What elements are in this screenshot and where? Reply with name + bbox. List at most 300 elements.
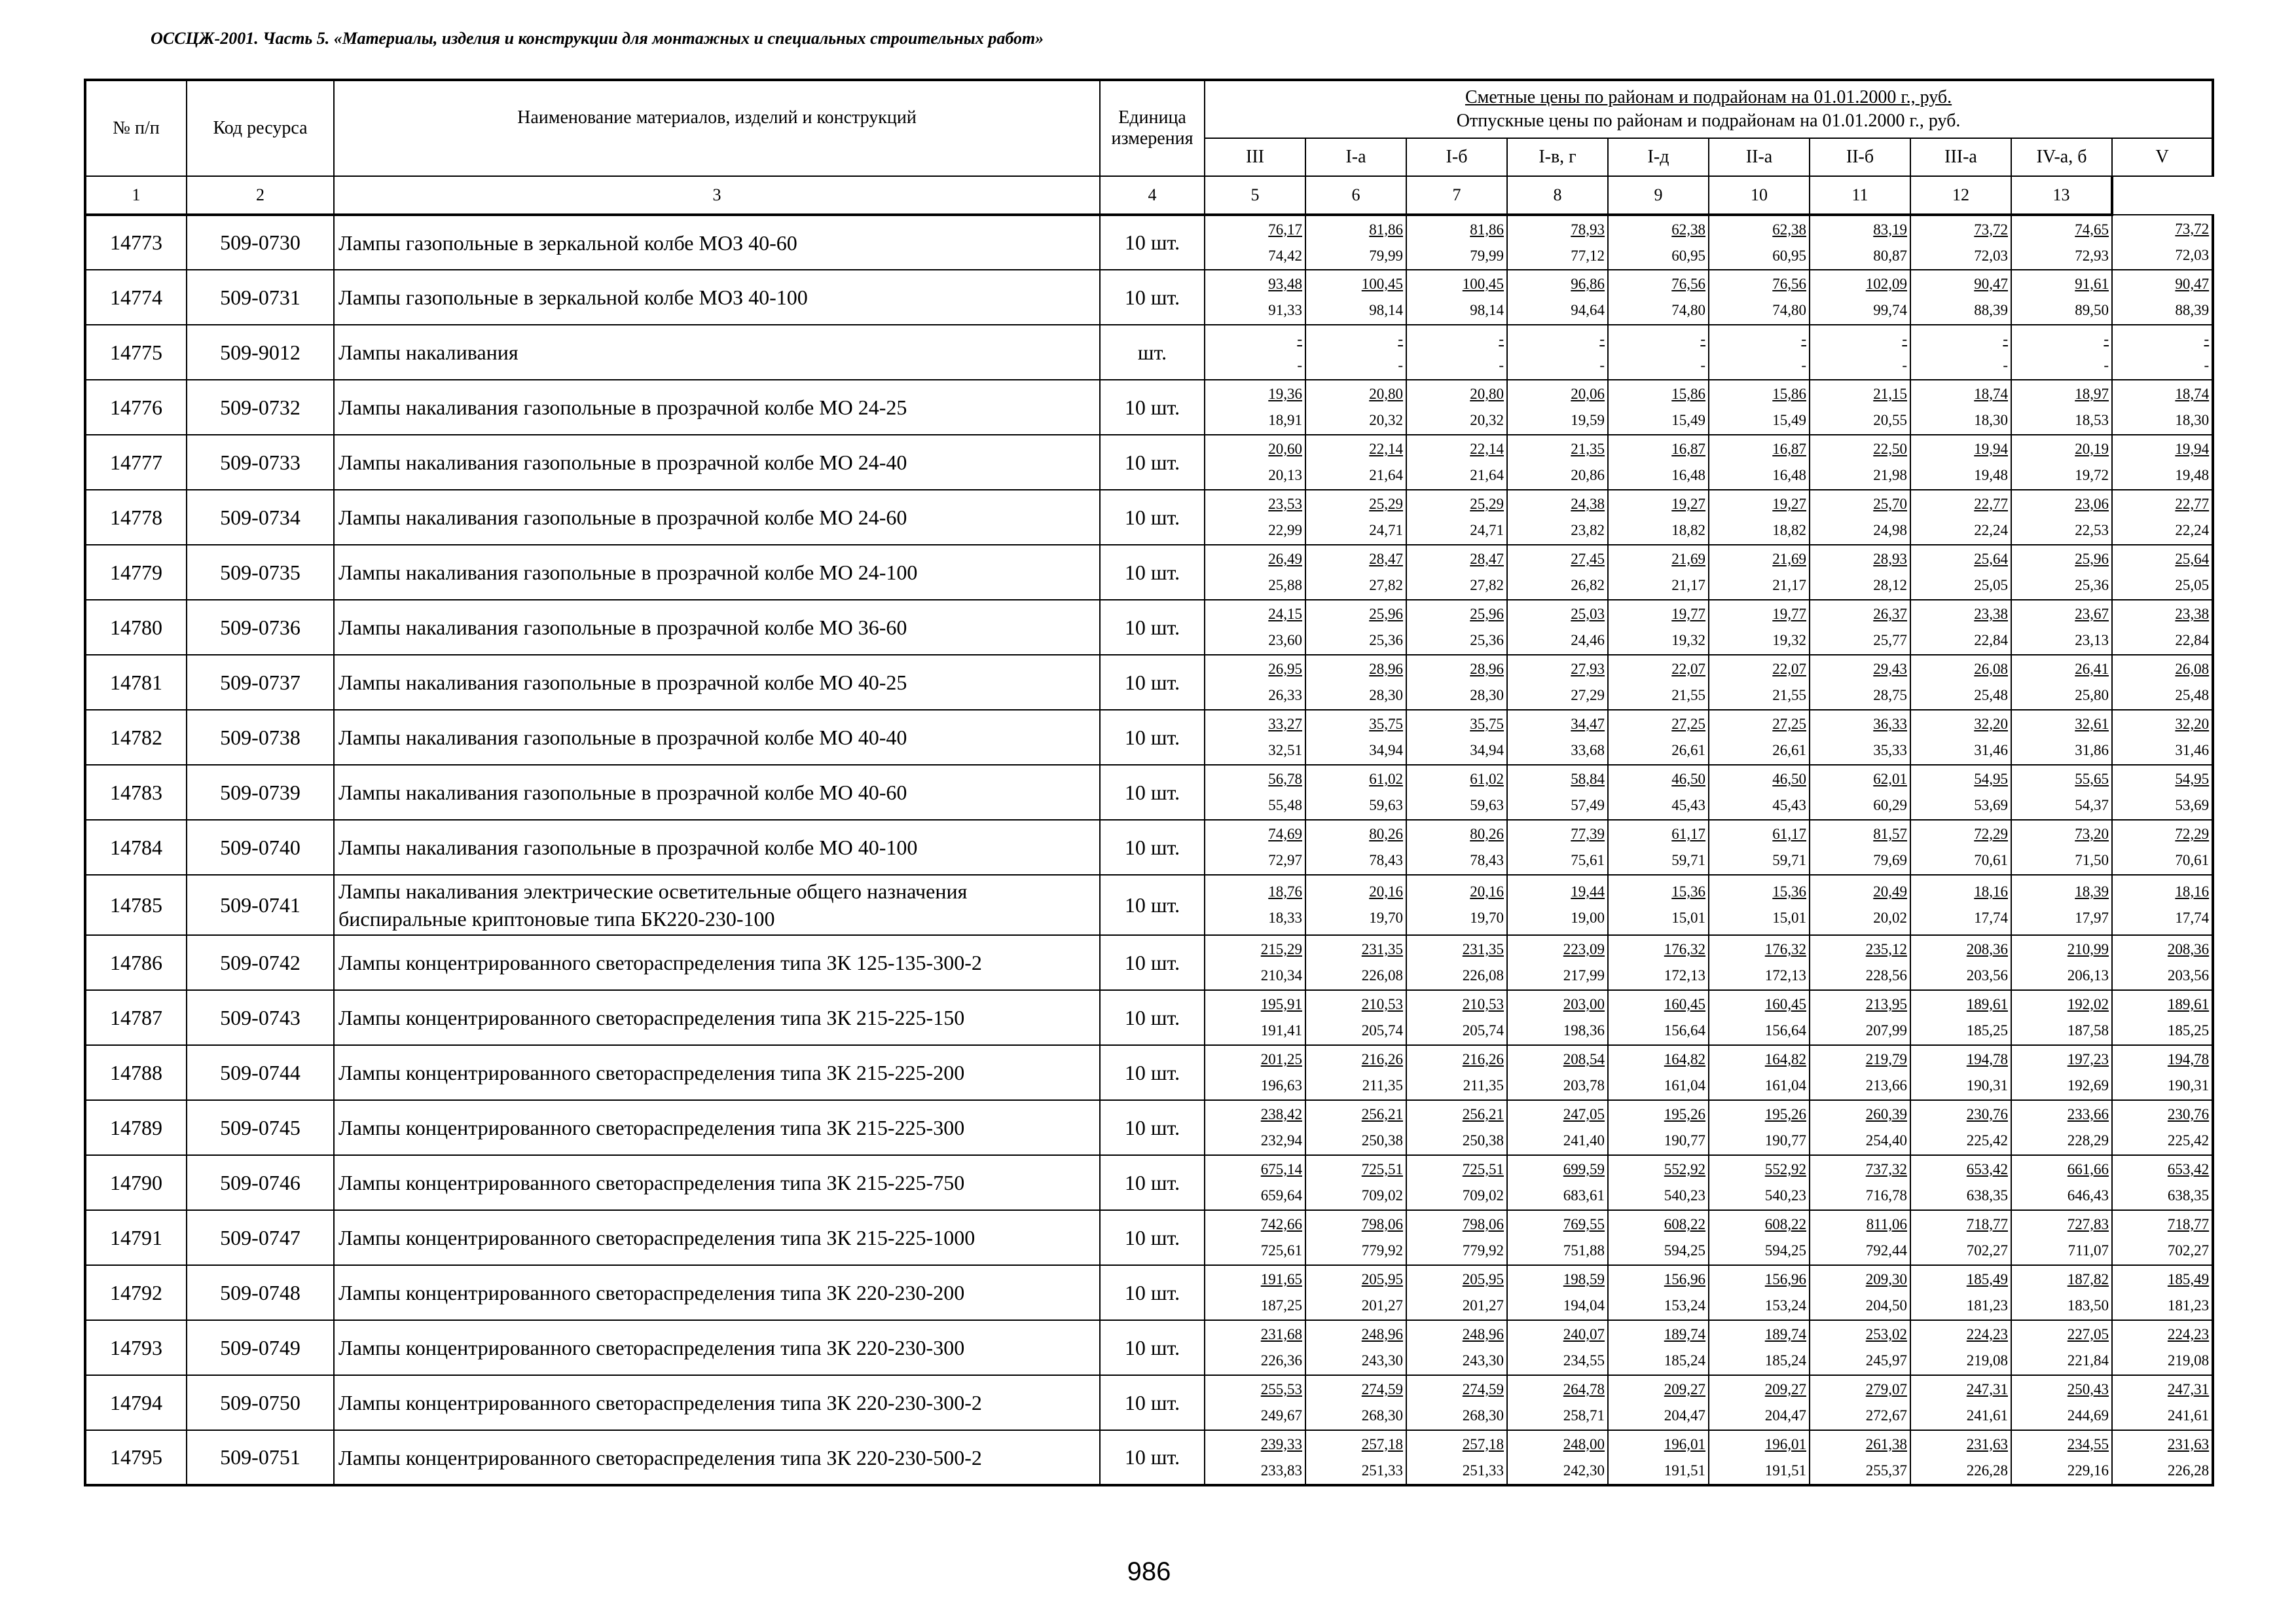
estimated-price: 661,66 <box>2067 1161 2109 1177</box>
price-cell <box>1910 490 2011 545</box>
price-cell <box>2011 875 2112 935</box>
resource-code: 509-0750 <box>187 1375 334 1430</box>
release-price: 232,94 <box>1260 1132 1302 1149</box>
column-number: 7 <box>1406 176 1507 215</box>
release-price: 18,33 <box>1268 910 1302 926</box>
estimated-price: 205,95 <box>1462 1271 1504 1287</box>
material-name: Лампы концентрированного светораспределения типа ЗК 215-225-1000 <box>334 1210 1100 1265</box>
price-cell <box>1709 1265 1810 1320</box>
estimated-price: 185,49 <box>1966 1271 2008 1287</box>
estimated-price: 22,50 <box>1873 441 1907 457</box>
price-cell <box>1305 990 1406 1045</box>
estimated-price: 230,76 <box>2167 1106 2210 1122</box>
estimated-price: 699,59 <box>1563 1161 1605 1177</box>
estimated-price: 194,78 <box>1966 1051 2008 1067</box>
release-price: - <box>1297 357 1302 373</box>
price-cell <box>2011 325 2112 380</box>
release-price: 20,86 <box>1571 467 1605 483</box>
release-price: 190,31 <box>2167 1077 2210 1094</box>
release-price: 185,24 <box>1664 1352 1705 1369</box>
price-cell <box>1810 1210 1910 1265</box>
estimated-price: 93,48 <box>1268 276 1302 292</box>
price-cell <box>1810 1430 1910 1485</box>
price-cell <box>1810 655 1910 710</box>
estimated-price: 195,26 <box>1764 1106 1806 1122</box>
estimated-price: 769,55 <box>1563 1216 1605 1232</box>
resource-code: 509-0739 <box>187 765 334 820</box>
table-row <box>85 935 2213 990</box>
release-price: 156,64 <box>1764 1022 1806 1039</box>
page-number: 986 <box>1127 1557 1171 1586</box>
release-price: 79,99 <box>1369 247 1403 264</box>
estimated-price: - <box>1700 331 1705 347</box>
release-price: 19,00 <box>1571 910 1605 926</box>
price-cell <box>1608 1100 1709 1155</box>
price-cell <box>1910 1155 2011 1210</box>
table-row <box>85 215 2213 270</box>
price-cell <box>2011 935 2112 990</box>
unit-of-measure: 10 шт. <box>1100 545 1205 600</box>
release-price: 192,69 <box>2067 1077 2109 1094</box>
estimated-price: 189,61 <box>1966 996 2008 1012</box>
release-price: 25,36 <box>1470 632 1504 648</box>
price-cell <box>1507 1430 1608 1485</box>
price-cell <box>1205 325 1305 380</box>
estimated-price: 20,80 <box>1369 386 1403 402</box>
release-price: 161,04 <box>1764 1077 1806 1094</box>
price-cell <box>1709 655 1810 710</box>
release-price: 187,25 <box>1260 1297 1302 1314</box>
region-header: I-д <box>1608 138 1709 176</box>
release-price: 26,33 <box>1268 687 1302 703</box>
estimated-price: 164,82 <box>1664 1051 1705 1067</box>
estimated-price: 185,49 <box>2167 1271 2210 1287</box>
price-cell <box>2112 435 2213 490</box>
estimated-price: 233,66 <box>2067 1106 2109 1122</box>
price-cell <box>1205 655 1305 710</box>
release-price: - <box>1801 357 1806 373</box>
col-header-num: № п/п <box>85 80 187 176</box>
price-cell <box>1406 935 1507 990</box>
row-number: 14774 <box>85 270 187 325</box>
price-cell <box>1810 990 1910 1045</box>
price-cell <box>1205 1320 1305 1375</box>
resource-code: 509-0731 <box>187 270 334 325</box>
price-cell <box>1406 1375 1507 1430</box>
unit-of-measure: 10 шт. <box>1100 490 1205 545</box>
release-price: 54,37 <box>2075 797 2109 813</box>
estimated-price: 160,45 <box>1664 996 1705 1012</box>
table-body <box>85 215 2213 1485</box>
release-price: 792,44 <box>1865 1242 1907 1259</box>
material-name: Лампы накаливания электрические осветительные общего назначения биспиральные криптоновые типа БК220-230-100 <box>334 875 1100 935</box>
estimated-price: 26,49 <box>1268 551 1302 567</box>
estimated-price: - <box>1499 331 1504 347</box>
row-number: 14786 <box>85 935 187 990</box>
resource-code: 509-0746 <box>187 1155 334 1210</box>
release-price: 71,50 <box>2075 852 2109 868</box>
region-header: III <box>1205 138 1305 176</box>
price-cell <box>1608 1045 1709 1100</box>
price-cell <box>1507 990 1608 1045</box>
estimated-price: 25,96 <box>2075 551 2109 567</box>
estimated-price: 33,27 <box>1268 716 1302 732</box>
table-row <box>85 1210 2213 1265</box>
price-cell <box>1608 1265 1709 1320</box>
price-cell <box>1608 270 1709 325</box>
estimated-price: 28,47 <box>1470 551 1504 567</box>
release-price: 251,33 <box>1361 1462 1403 1479</box>
price-cell <box>1910 710 2011 765</box>
price-cell <box>1305 270 1406 325</box>
price-cell <box>2112 765 2213 820</box>
estimated-price: - <box>2104 331 2109 347</box>
prices-title: Сметные цены по районам и подрайонам на 01.01.2000 г., руб. <box>1465 87 1952 107</box>
release-price: 24,71 <box>1470 522 1504 538</box>
price-cell <box>1205 1155 1305 1210</box>
price-cell <box>1406 1430 1507 1485</box>
estimated-price: 18,74 <box>1974 386 2008 402</box>
estimated-price: 223,09 <box>1563 941 1605 957</box>
column-number: 12 <box>1910 176 2011 215</box>
estimated-price: 90,47 <box>2175 276 2210 292</box>
row-number: 14780 <box>85 600 187 655</box>
estimated-price: 27,93 <box>1571 661 1605 677</box>
price-cell <box>1406 765 1507 820</box>
estimated-price: 205,95 <box>1361 1271 1403 1287</box>
row-number: 14795 <box>85 1430 187 1485</box>
estimated-price: 227,05 <box>2067 1326 2109 1342</box>
unit-of-measure: 10 шт. <box>1100 875 1205 935</box>
release-price: 22,84 <box>1974 632 2008 648</box>
table-row <box>85 990 2213 1045</box>
release-price: 25,80 <box>2075 687 2109 703</box>
estimated-price: 608,22 <box>1664 1216 1705 1232</box>
price-cell <box>1910 1320 2011 1375</box>
price-cell <box>1709 1210 1810 1265</box>
price-cell <box>1205 270 1305 325</box>
prices-subtitle: Отпускные цены по районам и подрайонам на 01.01.2000 г., руб. <box>1456 111 1961 131</box>
price-cell <box>1507 435 1608 490</box>
estimated-price: 61,17 <box>1671 826 1705 842</box>
release-price: 31,46 <box>2175 742 2210 758</box>
material-name: Лампы концентрированного светораспределения типа ЗК 215-225-200 <box>334 1045 1100 1100</box>
price-cell <box>2112 1265 2213 1320</box>
release-price: 21,55 <box>1772 687 1806 703</box>
estimated-price: 260,39 <box>1865 1106 1907 1122</box>
release-price: 17,97 <box>2075 910 2109 926</box>
price-cell <box>1608 1375 1709 1430</box>
release-price: 70,61 <box>1974 852 2008 868</box>
estimated-price: 25,64 <box>1974 551 2008 567</box>
estimated-price: 100,45 <box>1361 276 1403 292</box>
release-price: 659,64 <box>1260 1187 1302 1204</box>
price-cell <box>2011 710 2112 765</box>
price-cell <box>1810 1100 1910 1155</box>
price-cell <box>1205 990 1305 1045</box>
estimated-price: 253,02 <box>1865 1326 1907 1342</box>
resource-code: 509-0742 <box>187 935 334 990</box>
release-price: 779,92 <box>1361 1242 1403 1259</box>
estimated-price: 25,96 <box>1369 606 1403 622</box>
release-price: 646,43 <box>2067 1187 2109 1204</box>
estimated-price: 81,86 <box>1470 221 1504 238</box>
resource-code: 509-0738 <box>187 710 334 765</box>
price-cell <box>1305 1100 1406 1155</box>
region-header: I-в, г <box>1507 138 1608 176</box>
release-price: 191,41 <box>1260 1022 1302 1039</box>
release-price: 683,61 <box>1563 1187 1605 1204</box>
price-cell <box>1910 990 2011 1045</box>
price-cell <box>1709 710 1810 765</box>
release-price: 183,50 <box>2067 1297 2109 1314</box>
price-cell <box>1810 935 1910 990</box>
price-cell <box>2011 600 2112 655</box>
row-number: 14793 <box>85 1320 187 1375</box>
release-price: 94,64 <box>1571 302 1605 318</box>
resource-code: 509-0734 <box>187 490 334 545</box>
release-price: 45,43 <box>1671 797 1705 813</box>
row-number: 14787 <box>85 990 187 1045</box>
price-cell <box>1608 820 1709 875</box>
table-row <box>85 545 2213 600</box>
table-row <box>85 710 2213 765</box>
release-price: 201,27 <box>1361 1297 1403 1314</box>
price-cell <box>1406 820 1507 875</box>
price-cell <box>2112 1320 2213 1375</box>
price-cell <box>1305 1265 1406 1320</box>
price-cell <box>1608 1155 1709 1210</box>
region-header: II-б <box>1810 138 1910 176</box>
estimated-price: 256,21 <box>1361 1106 1403 1122</box>
price-cell <box>1910 1100 2011 1155</box>
price-cell <box>2112 270 2213 325</box>
estimated-price: 798,06 <box>1361 1216 1403 1232</box>
price-cell <box>2011 380 2112 435</box>
price-cell <box>1406 1210 1507 1265</box>
table-row <box>85 820 2213 875</box>
estimated-price: 80,26 <box>1369 826 1403 842</box>
release-price: - <box>1599 357 1605 373</box>
price-cell <box>2112 600 2213 655</box>
estimated-price: 219,79 <box>1865 1051 1907 1067</box>
table-row <box>85 1155 2213 1210</box>
estimated-price: 25,03 <box>1571 606 1605 622</box>
release-price: 19,32 <box>1671 632 1705 648</box>
row-number: 14778 <box>85 490 187 545</box>
release-price: 241,40 <box>1563 1132 1605 1149</box>
release-price: 206,13 <box>2067 967 2109 984</box>
unit-of-measure: 10 шт. <box>1100 380 1205 435</box>
release-price: 28,30 <box>1369 687 1403 703</box>
resource-code: 509-0741 <box>187 875 334 935</box>
price-cell <box>2011 1320 2112 1375</box>
estimated-price: - <box>2003 331 2008 347</box>
release-price: 18,91 <box>1268 412 1302 428</box>
resource-code: 509-0745 <box>187 1100 334 1155</box>
price-cell <box>1507 765 1608 820</box>
document-header: ОССЦЖ-2001. Часть 5. «Материалы, изделия и конструкции для монтажных и специальных строительных работ» <box>151 29 1044 48</box>
price-cell <box>1507 1210 1608 1265</box>
estimated-price: 22,07 <box>1772 661 1806 677</box>
price-cell <box>1810 765 1910 820</box>
price-cell <box>1709 380 1810 435</box>
release-price: 60,95 <box>1671 247 1705 264</box>
release-price: 181,23 <box>1966 1297 2008 1314</box>
column-number: 4 <box>1100 176 1205 215</box>
estimated-price: 23,06 <box>2075 496 2109 512</box>
estimated-price: 22,77 <box>1974 496 2008 512</box>
release-price: 254,40 <box>1865 1132 1907 1149</box>
price-cell <box>1507 490 1608 545</box>
price-cell <box>1305 435 1406 490</box>
estimated-price: 77,39 <box>1571 826 1605 842</box>
estimated-price: 192,02 <box>2067 996 2109 1012</box>
estimated-price: 255,53 <box>1260 1381 1302 1397</box>
release-price: 203,56 <box>2167 967 2210 984</box>
estimated-price: 25,70 <box>1873 496 1907 512</box>
price-cell <box>1810 215 1910 270</box>
release-price: 59,63 <box>1369 797 1403 813</box>
material-name: Лампы газопольные в зеркальной колбе МОЗ 40-60 <box>334 215 1100 270</box>
estimated-price: 238,42 <box>1260 1106 1302 1122</box>
release-price: 60,95 <box>1772 247 1806 264</box>
col-header-name: Наименование материалов, изделий и конструкций <box>334 80 1100 176</box>
price-cell <box>1205 545 1305 600</box>
table-row <box>85 490 2213 545</box>
release-price: 59,71 <box>1671 852 1705 868</box>
price-cell <box>1406 1100 1507 1155</box>
material-name: Лампы концентрированного светораспределения типа ЗК 220-230-500-2 <box>334 1430 1100 1485</box>
estimated-price: - <box>1902 331 1907 347</box>
release-price: 74,80 <box>1671 302 1705 318</box>
price-cell <box>1810 435 1910 490</box>
price-cell <box>1608 325 1709 380</box>
price-cell <box>1810 325 1910 380</box>
column-number: 3 <box>334 176 1100 215</box>
estimated-price: 231,68 <box>1260 1326 1302 1342</box>
region-header: I-а <box>1305 138 1406 176</box>
price-cell <box>2112 1430 2213 1485</box>
table-row <box>85 1100 2213 1155</box>
estimated-price: 54,95 <box>1974 771 2008 787</box>
estimated-price: 35,75 <box>1369 716 1403 732</box>
release-price: 20,55 <box>1873 412 1907 428</box>
price-cell <box>1608 490 1709 545</box>
estimated-price: 235,12 <box>1865 941 1907 957</box>
price-cell <box>2112 1375 2213 1430</box>
release-price: 98,14 <box>1369 302 1403 318</box>
estimated-price: 239,33 <box>1260 1435 1302 1452</box>
price-cell <box>1205 1265 1305 1320</box>
estimated-price: 21,69 <box>1772 551 1806 567</box>
price-cell <box>2011 270 2112 325</box>
estimated-price: 261,38 <box>1865 1435 1907 1452</box>
estimated-price: 248,96 <box>1361 1326 1403 1342</box>
price-cell <box>1205 1430 1305 1485</box>
release-price: 23,60 <box>1268 632 1302 648</box>
price-cell <box>1305 655 1406 710</box>
resource-code: 509-0736 <box>187 600 334 655</box>
release-price: 25,48 <box>2175 687 2210 703</box>
release-price: 234,55 <box>1563 1352 1605 1369</box>
estimated-price: 216,26 <box>1462 1051 1504 1067</box>
estimated-price: 231,63 <box>1966 1435 2008 1452</box>
resource-code: 509-0737 <box>187 655 334 710</box>
price-cell <box>1709 545 1810 600</box>
release-price: 185,24 <box>1764 1352 1806 1369</box>
price-cell <box>1810 600 1910 655</box>
estimated-price: 76,56 <box>1772 276 1806 292</box>
table-row <box>85 1265 2213 1320</box>
material-name: Лампы накаливания газопольные в прозрачной колбе МО 24-40 <box>334 435 1100 490</box>
release-price: 21,64 <box>1470 467 1504 483</box>
estimated-price: 231,63 <box>2167 1435 2210 1452</box>
price-cell <box>1910 600 2011 655</box>
table-row <box>85 325 2213 380</box>
estimated-price: 552,92 <box>1764 1161 1806 1177</box>
estimated-price: 203,00 <box>1563 996 1605 1012</box>
price-cell <box>1709 270 1810 325</box>
release-price: 226,08 <box>1462 967 1504 984</box>
estimated-price: 20,16 <box>1470 883 1504 900</box>
price-cell <box>1205 1045 1305 1100</box>
estimated-price: - <box>1398 331 1403 347</box>
table-row <box>85 380 2213 435</box>
release-price: 23,82 <box>1571 522 1605 538</box>
estimated-price: 27,25 <box>1772 716 1806 732</box>
resource-code: 509-0743 <box>187 990 334 1045</box>
unit-of-measure: 10 шт. <box>1100 990 1205 1045</box>
price-cell <box>1810 545 1910 600</box>
release-price: 59,71 <box>1772 852 1806 868</box>
release-price: 17,74 <box>1974 910 2008 926</box>
price-cell <box>2112 875 2213 935</box>
price-cell <box>1608 545 1709 600</box>
price-cell <box>2011 1100 2112 1155</box>
estimated-price: 73,72 <box>2175 221 2210 237</box>
price-cell <box>1507 325 1608 380</box>
release-price: 75,61 <box>1571 852 1605 868</box>
estimated-price: 56,78 <box>1268 771 1302 787</box>
release-price: 594,25 <box>1764 1242 1806 1259</box>
price-cell <box>1507 1155 1608 1210</box>
price-cell <box>1305 1320 1406 1375</box>
price-cell <box>2112 545 2213 600</box>
price-cell <box>1205 380 1305 435</box>
unit-of-measure: 10 шт. <box>1100 1375 1205 1430</box>
price-cell <box>1406 1265 1507 1320</box>
price-cell <box>1507 820 1608 875</box>
release-price: 91,33 <box>1268 302 1302 318</box>
estimated-price: 22,77 <box>2175 496 2210 512</box>
estimated-price: 76,56 <box>1671 276 1705 292</box>
price-cell <box>2112 820 2213 875</box>
row-number: 14785 <box>85 875 187 935</box>
price-cell <box>2112 215 2213 270</box>
estimated-price: 22,14 <box>1470 441 1504 457</box>
price-cell <box>1406 435 1507 490</box>
release-price: 25,36 <box>1369 632 1403 648</box>
estimated-price: 18,39 <box>2075 883 2109 900</box>
estimated-price: 191,65 <box>1260 1271 1302 1287</box>
estimated-price: 90,47 <box>1974 276 2008 292</box>
release-price: 156,64 <box>1664 1022 1705 1039</box>
price-cell <box>2011 765 2112 820</box>
price-cell <box>1709 875 1810 935</box>
estimated-price: 250,43 <box>2067 1381 2109 1397</box>
estimated-price: 58,84 <box>1571 771 1605 787</box>
